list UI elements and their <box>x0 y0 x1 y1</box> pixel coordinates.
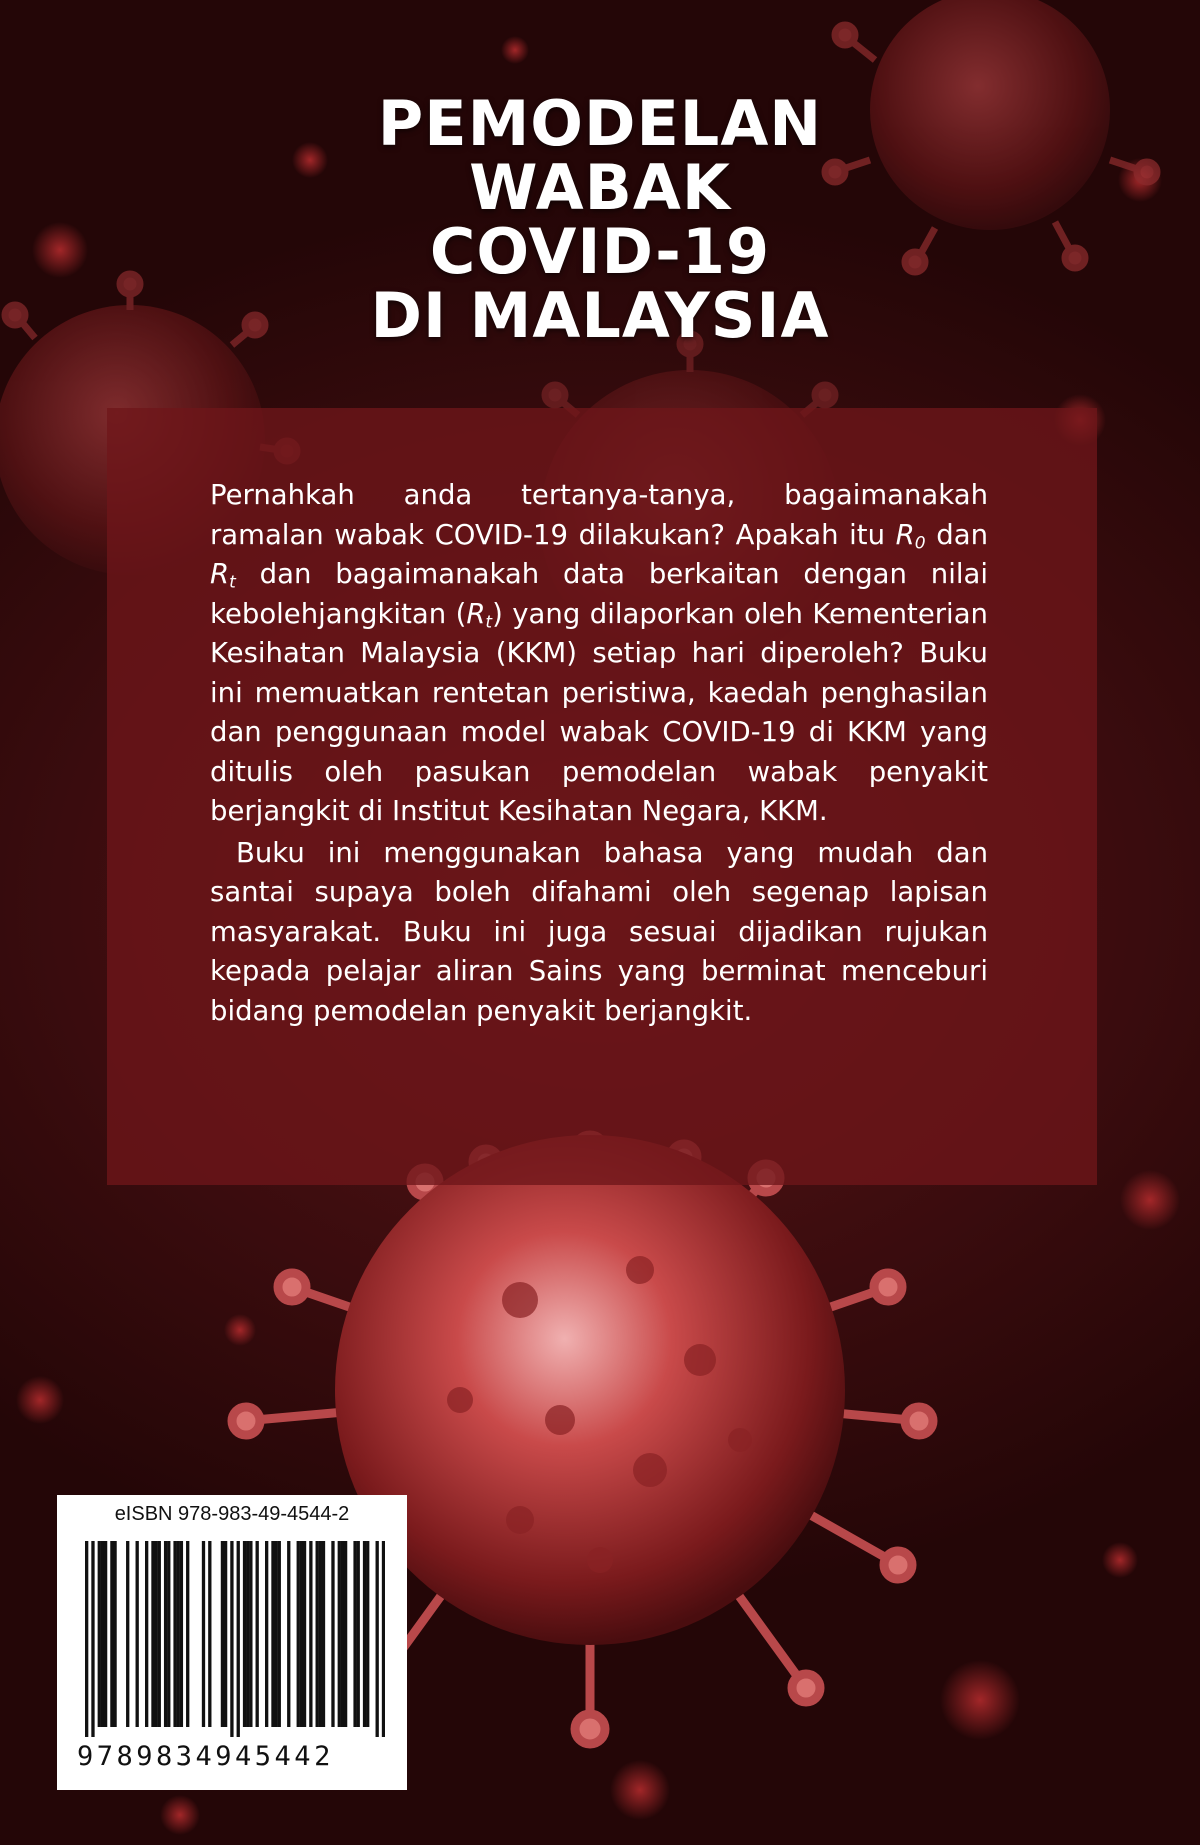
barcode-bar <box>357 1541 360 1727</box>
rt-symbol <box>210 558 236 593</box>
barcode-bar <box>300 1541 303 1727</box>
barcode-bar <box>85 1541 88 1737</box>
r0-base: R <box>895 518 915 551</box>
barcode-bar <box>278 1541 281 1727</box>
blurb-paragraph-2: Buku ini menggunakan bahasa yang mudah dan santai supaya boleh difahami oleh segenap lapisan masyarakat. Buku ini juga sesuai dijadikan rujukan kepada pelajar aliran Sains yang berminat menceburi bidang pemodelan penyakit berjangkit. <box>210 836 988 1027</box>
barcode-bar <box>271 1541 274 1727</box>
barcode-bar <box>344 1541 347 1727</box>
blurb-paragraph-1 <box>210 476 988 832</box>
barcode-bar <box>303 1541 306 1727</box>
barcode-bar <box>322 1541 325 1727</box>
barcode-bar <box>167 1541 170 1727</box>
barcode-bar <box>376 1541 379 1737</box>
barcode-bar <box>382 1541 385 1737</box>
rt2-base: R <box>466 597 486 630</box>
barcode-bar <box>256 1541 259 1727</box>
barcode-bar <box>316 1541 319 1727</box>
r0-symbol <box>896 519 926 551</box>
barcode-bar <box>309 1541 312 1727</box>
barcode-bar <box>249 1541 252 1727</box>
rt2-subscript: t <box>485 611 493 632</box>
blurb-p1-part-b: dan <box>925 518 989 551</box>
barcode-bar <box>353 1541 356 1727</box>
book-title <box>0 87 1200 352</box>
barcode-bar <box>177 1541 180 1727</box>
r0-subscript: 0 <box>914 532 926 553</box>
barcode-bar <box>287 1541 290 1727</box>
barcode-bar <box>224 1541 227 1727</box>
barcode-bar <box>297 1541 300 1727</box>
barcode-bar <box>202 1541 205 1727</box>
barcode-bar <box>246 1541 249 1727</box>
rt-base: R <box>210 558 230 590</box>
barcode-bar <box>136 1541 139 1727</box>
barcode-bar <box>113 1541 116 1727</box>
barcode-bar <box>265 1541 268 1727</box>
barcode-bar <box>341 1541 344 1727</box>
barcode-bar <box>164 1541 167 1727</box>
rt-symbol-2 <box>466 598 492 630</box>
title-line-1: PEMODELAN <box>377 87 823 160</box>
title-line-2: WABAK <box>469 151 731 224</box>
barcode-bar <box>230 1541 233 1737</box>
barcode-bar <box>331 1541 334 1727</box>
barcode-bar <box>366 1541 369 1727</box>
rt-subscript: t <box>229 572 236 593</box>
barcode-bar <box>338 1541 341 1727</box>
barcode-icon <box>85 1541 385 1737</box>
barcode-bar <box>243 1541 246 1727</box>
barcode-bar <box>221 1541 224 1727</box>
barcode-bar <box>91 1541 94 1737</box>
blurb-text <box>210 476 988 1031</box>
title-line-3: COVID-19 <box>429 215 771 288</box>
barcode-bar <box>110 1541 113 1727</box>
barcode-bar <box>237 1541 240 1737</box>
barcode-bar <box>208 1541 211 1727</box>
blurb-p1-part-d: ) yang dilaporkan oleh Kementerian Kesihatan Malaysia (KKM) setiap hari diperoleh? Buku ini memuatkan rentetan peristiwa, kaedah penghasilan dan penggunaan model wabak COVID-19 di KKM yang ditulis oleh pasukan pemodelan wabak penyakit berjangkit di Institut Kesihatan Negara, KKM. <box>210 597 988 827</box>
barcode-bar <box>104 1541 107 1727</box>
barcode-bar <box>363 1541 366 1727</box>
barcode-bar <box>101 1541 104 1727</box>
barcode-bar <box>154 1541 157 1727</box>
barcode-bar <box>180 1541 183 1727</box>
title-line-4: DI MALAYSIA <box>370 279 830 352</box>
blurb-p1-part-c: dan bagaimanakah data berkaitan dengan nilai kebolehjangkitan ( <box>210 558 988 630</box>
barcode-digits: 9789834945442 <box>77 1741 334 1772</box>
barcode-bar <box>186 1541 189 1727</box>
barcode-bar <box>319 1541 322 1727</box>
isbn-label: eISBN 978-983-49-4544-2 <box>114 1503 350 1525</box>
barcode-bar <box>158 1541 161 1727</box>
barcode-bar <box>173 1541 176 1727</box>
barcode-bar <box>98 1541 101 1727</box>
blurb-p1-part-a: Pernahkah anda tertanya-tanya, bagaimanakah ramalan wabak COVID-19 dilakukan? Apakah itu <box>210 479 988 551</box>
barcode-bar <box>274 1541 277 1727</box>
isbn-barcode-box <box>57 1495 407 1790</box>
barcode-bar <box>126 1541 129 1727</box>
barcode-bar <box>151 1541 154 1727</box>
barcode-bar <box>145 1541 148 1727</box>
